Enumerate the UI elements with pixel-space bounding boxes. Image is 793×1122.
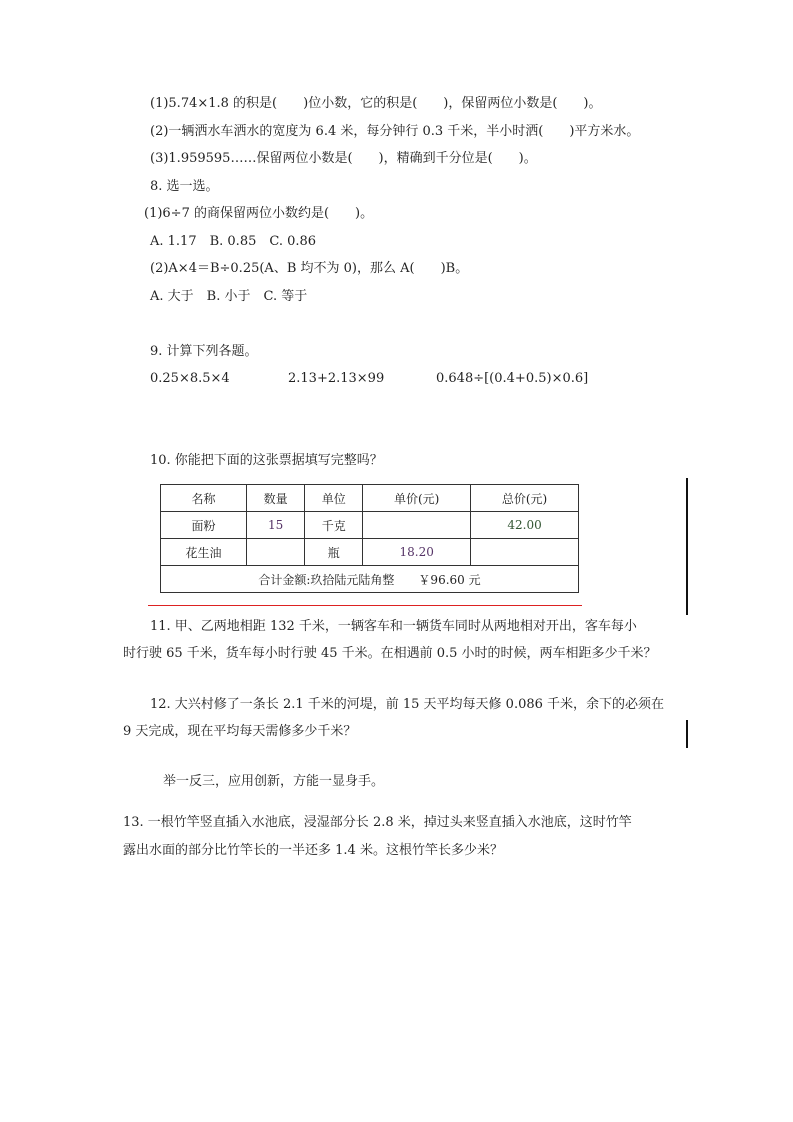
table-cell (363, 512, 471, 539)
q8-sub2-options: A. 大于 B. 小于 C. 等于 (150, 289, 308, 304)
q7-part1: (1)5.74×1.8 的积是( )位小数，它的积是( )，保留两位小数是( )。 (150, 96, 602, 111)
table-cell: 18.20 (363, 539, 471, 566)
table-cell: 15 (247, 512, 305, 539)
q8-sub1-options: A. 1.17 B. 0.85 C. 0.86 (150, 234, 317, 249)
total-cell: 合计金额:玖拾陆元陆角整 ￥96.60 元 (161, 566, 579, 593)
table-row (161, 512, 579, 539)
q12-line1: 12. 大兴村修了一条长 2.1 千米的河堤，前 15 天平均每天修 0.086 千米，余下的必须在 (150, 697, 665, 712)
header-cell: 总价(元) (471, 485, 579, 512)
margin-bar (686, 478, 688, 615)
table-total-row (161, 566, 579, 593)
header-cell: 单价(元) (363, 485, 471, 512)
receipt-table (160, 484, 579, 593)
table-cell (247, 539, 305, 566)
q7-part2: (2)一辆洒水车洒水的宽度为 6.4 米，每分钟行 0.3 千米，半小时洒( )平方米水。 (150, 124, 640, 139)
q13-line2: 露出水面的部分比竹竿长的一半还多 1.4 米。这根竹竿长多少米？ (123, 843, 503, 858)
q7-part3: (3)1.959595……保留两位小数是( )，精确到千分位是( )。 (150, 151, 537, 166)
red-divider (148, 605, 582, 606)
q11-line1: 11. 甲、乙两地相距 132 千米，一辆客车和一辆货车同时从两地相对开出，客车每小 (150, 619, 637, 634)
table-cell: 瓶 (305, 539, 363, 566)
q13-line1: 13. 一根竹竿竖直插入水池底，浸湿部分长 2.8 米，掉过头来竖直插入水池底，这时竹竿 (123, 815, 632, 830)
table-cell: 42.00 (471, 512, 579, 539)
q8-sub2: (2)A×4＝B÷0.25(A、B 均不为 0)，那么 A( )B。 (150, 261, 469, 276)
q9-title: 9. 计算下列各题。 (150, 344, 258, 359)
table-cell: 面粉 (161, 512, 247, 539)
table-header-row (161, 485, 579, 512)
q9-expr-3: 0.648÷[(0.4+0.5)×0.6] (436, 371, 589, 386)
table-cell: 千克 (305, 512, 363, 539)
header-cell: 名称 (161, 485, 247, 512)
q9-expr-2: 2.13+2.13×99 (288, 371, 385, 386)
margin-bar (686, 720, 688, 748)
q8-title: 8. 选一选。 (150, 179, 219, 194)
motto: 举一反三，应用创新，方能一显身手。 (163, 774, 385, 789)
header-cell: 数量 (247, 485, 305, 512)
q9-expr-1: 0.25×8.5×4 (150, 371, 230, 386)
table-cell: 花生油 (161, 539, 247, 566)
header-cell: 单位 (305, 485, 363, 512)
table-row (161, 539, 579, 566)
q8-sub1: (1)6÷7 的商保留两位小数约是( )。 (144, 206, 374, 221)
q12-line2: 9 天完成，现在平均每天需修多少千米？ (123, 724, 357, 739)
q10-title: 10. 你能把下面的这张票据填写完整吗？ (150, 453, 383, 468)
q11-line2: 时行驶 65 千米，货车每小时行驶 45 千米。在相遇前 0.5 小时的时候，两车相距多少千米？ (123, 646, 657, 661)
table-cell (471, 539, 579, 566)
